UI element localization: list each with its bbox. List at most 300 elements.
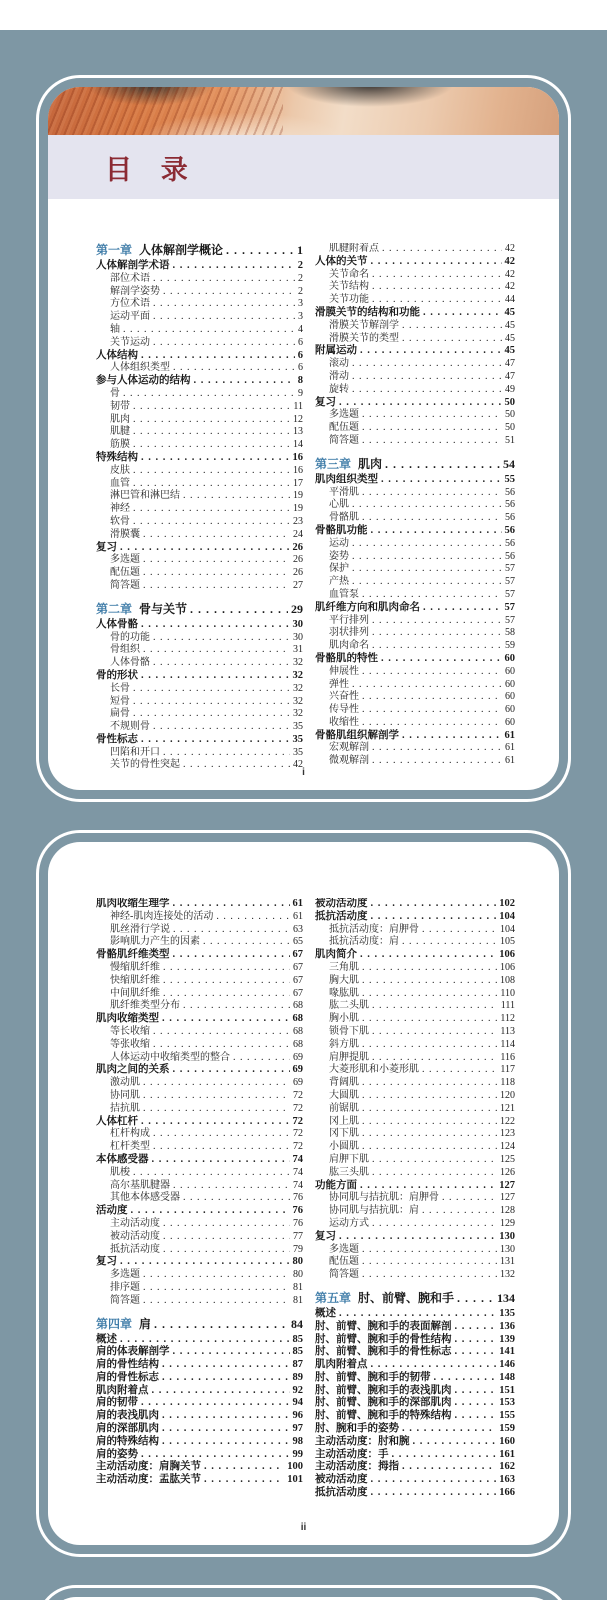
entry-label: 功能方面: [315, 1179, 357, 1191]
entry-page-number: 111: [500, 1000, 515, 1012]
entry-label: 肘、前臂、腕和手的表浅肌肉: [315, 1384, 452, 1396]
entry-page-number: 24: [293, 528, 303, 540]
entry-page-number: 126: [500, 1166, 515, 1178]
entry-page-number: 54: [503, 456, 515, 471]
entry-page-number: 19: [293, 503, 303, 515]
entry-label: 骨与关节: [139, 601, 188, 616]
dot-leader: [173, 362, 295, 375]
dot-leader: [204, 1474, 284, 1487]
dot-leader: [360, 1180, 496, 1193]
toc-chapter-entry: [315, 1291, 515, 1305]
entry-label: 骨骼肌功能: [315, 524, 368, 536]
entry-page-number: 120: [500, 1089, 515, 1101]
dot-leader: [382, 243, 502, 256]
entry-label: 抵抗活动度: [110, 1243, 160, 1255]
entry-label: 滚动: [329, 358, 349, 370]
entry-page-number: 56: [505, 537, 515, 549]
toc-entry: [315, 1192, 515, 1205]
entry-page-number: 60: [505, 716, 515, 728]
entry-label: 心肌: [329, 499, 349, 511]
entry-label: 运动平面: [110, 311, 150, 323]
entry-page-number: 129: [500, 1217, 515, 1229]
dot-leader: [455, 1385, 497, 1398]
dot-leader: [152, 1385, 290, 1398]
entry-page-number: 106: [499, 949, 515, 961]
toc-entry: [315, 1244, 515, 1257]
entry-label: 骨骼肌: [329, 512, 359, 524]
toc-entry: [315, 345, 515, 358]
entry-label: 产热: [329, 576, 349, 588]
toc-entry: [315, 281, 515, 294]
toc-entry: [315, 1154, 515, 1167]
entry-page-number: 56: [505, 550, 515, 562]
toc-entry: [315, 666, 515, 679]
toc-entry: [315, 307, 515, 320]
dot-leader: [352, 371, 502, 384]
toc-column-right: [315, 898, 515, 1500]
entry-page-number: 139: [499, 1333, 515, 1345]
entry-label: 抵抗活动度：肩胛骨: [329, 923, 419, 935]
entry-label: 肘、前臂、腕和手的韧带: [315, 1371, 431, 1383]
dot-leader: [141, 619, 290, 632]
dot-leader: [339, 397, 502, 410]
dot-leader: [123, 324, 295, 337]
entry-page-number: 3: [298, 298, 303, 310]
entry-label: 肘、前臂、腕和手的表面解剖: [315, 1320, 452, 1332]
dot-leader: [362, 962, 497, 975]
toc-entry: [96, 1397, 303, 1410]
dot-leader: [362, 1013, 497, 1026]
toc-entry: [315, 525, 515, 538]
toc-entry: [96, 734, 303, 747]
dot-leader: [133, 439, 290, 452]
entry-label: 中间肌纤维: [110, 987, 160, 999]
toc-entry: [315, 1385, 515, 1398]
entry-label: 部位术语: [110, 272, 150, 284]
entry-label: 肘、腕和手的姿势: [315, 1423, 399, 1435]
entry-label: 人体运动中收缩类型的整合: [110, 1051, 230, 1063]
dot-leader: [143, 567, 290, 580]
toc-entry: [96, 478, 303, 491]
entry-page-number: 1: [297, 243, 303, 257]
dot-leader: [183, 490, 290, 503]
entry-page-number: 32: [293, 708, 303, 720]
dot-leader: [371, 898, 497, 911]
page-number: ii: [300, 1522, 307, 1533]
toc-entry: [315, 1308, 515, 1321]
entry-label: 长骨: [110, 682, 130, 694]
dot-leader: [183, 1000, 290, 1013]
dot-leader: [163, 975, 290, 988]
dot-leader: [133, 503, 290, 516]
dot-leader: [173, 1180, 290, 1193]
toc-page-2: [48, 842, 559, 1545]
dot-leader: [362, 487, 502, 500]
toc-entry: [96, 1269, 303, 1282]
toc-entry: [96, 1103, 303, 1116]
entry-page-number: 105: [500, 936, 515, 948]
dot-leader: [120, 1256, 290, 1269]
toc-entry: [315, 1269, 515, 1282]
entry-label: 配伍题: [110, 567, 140, 579]
entry-label: 人体组织类型: [110, 362, 170, 374]
entry-page-number: 35: [293, 721, 303, 733]
entry-page-number: 60: [504, 652, 515, 664]
dot-leader: [143, 644, 290, 657]
entry-page-number: 3: [298, 311, 303, 323]
entry-label: 关节的骨性突起: [110, 759, 180, 771]
entry-page-number: 42: [505, 281, 515, 293]
entry-label: 肌梭: [110, 1166, 130, 1178]
entry-page-number: 114: [500, 1038, 515, 1050]
entry-page-number: 162: [499, 1461, 515, 1473]
entry-label: 小圆肌: [329, 1141, 359, 1153]
entry-page-number: 45: [505, 332, 515, 344]
toc-entry: [315, 422, 515, 435]
entry-label: 三角肌: [329, 961, 359, 973]
dot-leader: [173, 1064, 290, 1077]
dot-leader: [381, 653, 502, 666]
entry-page-number: 51: [505, 434, 515, 446]
entry-label: 主动活动度: [110, 1217, 160, 1229]
dot-leader: [362, 1128, 497, 1141]
entry-page-number: 68: [292, 1013, 303, 1025]
dot-leader: [143, 1077, 290, 1090]
entry-label: 喙肱肌: [329, 987, 359, 999]
entry-label: 滑动: [329, 370, 349, 382]
entry-label: 排序题: [110, 1281, 140, 1293]
dot-leader: [352, 538, 502, 551]
entry-page-number: 94: [292, 1397, 303, 1409]
entry-page-number: 6: [297, 349, 303, 361]
toc-entry: [315, 742, 515, 755]
entry-label: 关节运动: [110, 336, 150, 348]
entry-page-number: 130: [500, 1243, 515, 1255]
entry-page-number: 56: [504, 524, 515, 536]
dot-leader: [153, 1039, 290, 1052]
toc-entry: [96, 1154, 303, 1167]
toc-entry: [96, 708, 303, 721]
entry-page-number: 87: [292, 1359, 303, 1371]
entry-label: 肱二头肌: [329, 1000, 369, 1012]
dot-leader: [153, 273, 295, 286]
entry-page-number: 81: [293, 1281, 303, 1293]
entry-label: 肩的姿势: [96, 1448, 138, 1460]
entry-page-number: 132: [500, 1269, 515, 1281]
toc-entry: [96, 529, 303, 542]
dot-leader: [152, 1154, 290, 1167]
entry-label: 抵抗活动度: [315, 910, 368, 922]
entry-label: 解剖学姿势: [110, 285, 160, 297]
entry-page-number: 151: [499, 1384, 515, 1396]
dot-leader: [162, 1359, 290, 1372]
dot-leader: [352, 384, 502, 397]
entry-label: 微观解剖: [329, 755, 369, 767]
toc-entry: [315, 975, 515, 988]
entry-label: 姿势: [329, 550, 349, 562]
entry-label: 人体的关节: [315, 255, 368, 267]
dot-leader: [173, 949, 290, 962]
dot-leader: [372, 281, 502, 294]
dot-leader: [402, 936, 497, 949]
chapter-number: 第三章: [315, 456, 352, 471]
entry-label: 概述: [96, 1333, 117, 1345]
toc-entry: [96, 1192, 303, 1205]
dot-leader: [360, 345, 502, 358]
dot-leader: [423, 307, 502, 320]
dot-leader: [362, 717, 502, 730]
entry-label: 附属运动: [315, 345, 357, 357]
toc-entry: [315, 1128, 515, 1141]
toc-entry: [315, 1256, 515, 1269]
toc-entry: [315, 1103, 515, 1116]
entry-page-number: 106: [500, 961, 515, 973]
entry-label: 平行排列: [329, 614, 369, 626]
entry-label: 运动: [329, 537, 349, 549]
entry-page-number: 112: [500, 1013, 515, 1025]
toc-entry: [315, 589, 515, 602]
toc-entry: [315, 538, 515, 551]
dot-leader: [362, 704, 502, 717]
entry-label: 配伍题: [329, 1256, 359, 1268]
toc-entry: [315, 717, 515, 730]
dot-leader: [216, 911, 290, 924]
entry-page-number: 159: [499, 1423, 515, 1435]
entry-label: 肌肉: [358, 456, 383, 471]
entry-page-number: 80: [292, 1256, 303, 1268]
toc-entry: [315, 691, 515, 704]
dot-leader: [141, 1116, 290, 1129]
dot-leader: [131, 1205, 290, 1218]
entry-page-number: 69: [293, 1077, 303, 1089]
toc-entry: [315, 627, 515, 640]
toc-entry: [96, 1026, 303, 1039]
entry-label: 大圆肌: [329, 1089, 359, 1101]
toc-entry: [315, 1474, 515, 1487]
toc-entry: [315, 1090, 515, 1103]
entry-page-number: 146: [499, 1359, 515, 1371]
entry-page-number: 61: [505, 755, 515, 767]
dot-leader: [173, 924, 290, 937]
entry-label: 关节功能: [329, 294, 369, 306]
toc-entry: [315, 898, 515, 911]
dot-leader: [143, 554, 290, 567]
entry-label: 主动活动度：拇指: [315, 1461, 399, 1473]
entry-label: 淋巴管和淋巴结: [110, 490, 180, 502]
toc-entry: [315, 435, 515, 448]
entry-page-number: 121: [500, 1102, 515, 1114]
toc-entry: [96, 1116, 303, 1129]
toc-entry: [96, 644, 303, 657]
toc-entry: [96, 1372, 303, 1385]
toc-entry: [96, 503, 303, 516]
dot-leader: [434, 1372, 497, 1385]
entry-page-number: 85: [292, 1333, 303, 1345]
chapter-number: 第五章: [315, 1290, 352, 1305]
dot-leader: [154, 1317, 288, 1331]
toc-entry: [96, 924, 303, 937]
entry-label: 肘、前臂、腕和手的骨性结构: [315, 1333, 452, 1345]
entry-page-number: 57: [505, 576, 515, 588]
entry-page-number: 35: [292, 733, 303, 745]
toc-title-banner: [48, 135, 559, 199]
entry-label: 锁骨下肌: [329, 1025, 369, 1037]
dot-leader: [372, 742, 502, 755]
toc-entry: [96, 414, 303, 427]
entry-page-number: 160: [499, 1435, 515, 1447]
entry-page-number: 57: [505, 563, 515, 575]
entry-label: 杠杆类型: [110, 1141, 150, 1153]
entry-label: 骨组织: [110, 644, 140, 656]
entry-page-number: 68: [293, 1000, 303, 1012]
entry-label: 伸展性: [329, 665, 359, 677]
dot-leader: [143, 1103, 290, 1116]
entry-page-number: 68: [293, 1038, 303, 1050]
toc-column-left: [96, 243, 303, 772]
toc-entry: [96, 1128, 303, 1141]
entry-label: 背阔肌: [329, 1077, 359, 1089]
entry-label: 人体解剖学术语: [96, 260, 170, 271]
entry-label: 肘、前臂、腕和手的特殊结构: [315, 1410, 452, 1422]
toc-entry: [315, 1180, 515, 1193]
entry-label: 本体感受器: [96, 1153, 149, 1165]
toc-entry: [96, 1077, 303, 1090]
entry-page-number: 123: [500, 1128, 515, 1140]
dot-leader: [362, 1077, 497, 1090]
dot-leader: [153, 298, 295, 311]
entry-page-number: 6: [298, 336, 303, 348]
entry-page-number: 69: [293, 1051, 303, 1063]
dot-leader: [133, 478, 290, 491]
dot-leader: [402, 1461, 496, 1474]
entry-label: 人体骨骼: [110, 657, 150, 669]
entry-label: 保护: [329, 563, 349, 575]
entry-page-number: 74: [292, 1153, 303, 1165]
toc-entry: [96, 337, 303, 350]
entry-label: 神经: [110, 503, 130, 515]
entry-page-number: 9: [298, 387, 303, 399]
dot-leader: [233, 1052, 290, 1065]
toc-entry: [315, 1461, 515, 1474]
entry-page-number: 42: [505, 243, 515, 254]
toc-entry: [96, 490, 303, 503]
entry-label: 概述: [315, 1307, 336, 1319]
dot-leader: [362, 512, 502, 525]
toc-entry: [315, 294, 515, 307]
toc-entry: [96, 1052, 303, 1065]
entry-page-number: 2: [298, 272, 303, 284]
toc-entry: [315, 1334, 515, 1347]
entry-page-number: 72: [292, 1115, 303, 1127]
dot-leader: [360, 949, 496, 962]
toc-entry: [96, 670, 303, 683]
dot-leader: [141, 350, 295, 363]
toc-entry: [315, 602, 515, 615]
toc-entry: [96, 426, 303, 439]
entry-label: 人体结构: [96, 349, 138, 361]
toc-entry: [96, 1461, 303, 1474]
dot-leader: [362, 1256, 497, 1269]
entry-page-number: 161: [499, 1448, 515, 1460]
dot-leader: [153, 657, 290, 670]
entry-label: 肌纤维类型分布: [110, 1000, 180, 1012]
dot-leader: [153, 337, 295, 350]
toc-entry: [315, 1436, 515, 1449]
toc-entry: [96, 1359, 303, 1372]
toc-entry: [96, 1282, 303, 1295]
entry-label: 主动活动度：盂肱关节: [96, 1474, 201, 1486]
dot-leader: [372, 1026, 497, 1039]
dot-leader: [455, 1321, 497, 1334]
toc-entry: [96, 439, 303, 452]
entry-label: 拮抗肌: [110, 1102, 140, 1114]
entry-page-number: 47: [505, 358, 515, 370]
entry-label: 肌丝滑行学说: [110, 923, 170, 935]
entry-page-number: 127: [500, 1192, 515, 1204]
dot-leader: [153, 311, 295, 324]
entry-label: 肩: [139, 1316, 152, 1331]
toc-entry: [315, 679, 515, 692]
toc-page-1: [48, 87, 559, 790]
toc-entry: [96, 1167, 303, 1180]
entry-label: 肩的特殊结构: [96, 1435, 159, 1447]
entry-page-number: 155: [499, 1410, 515, 1422]
entry-page-number: 26: [292, 541, 303, 553]
entry-page-number: 76: [293, 1217, 303, 1229]
entry-label: 滑膜囊: [110, 528, 140, 540]
entry-page-number: 31: [293, 644, 303, 656]
dot-leader: [371, 1474, 497, 1487]
toc-entry: [96, 747, 303, 760]
entry-page-number: 85: [292, 1346, 303, 1358]
toc-entry: [96, 260, 303, 273]
toc-entry: [96, 273, 303, 286]
toc-entry: [96, 1334, 303, 1347]
entry-page-number: 67: [292, 949, 303, 961]
dot-leader: [141, 670, 290, 683]
entry-page-number: 118: [500, 1077, 515, 1089]
entry-label: 骨骼肌纤维类型: [96, 949, 170, 961]
entry-page-number: 45: [504, 306, 515, 318]
entry-label: 肌肉简介: [315, 949, 357, 961]
entry-page-number: 124: [500, 1141, 515, 1153]
entry-page-number: 92: [292, 1384, 303, 1396]
dot-leader: [371, 525, 502, 538]
dot-leader: [372, 1167, 497, 1180]
dot-leader: [143, 1269, 290, 1282]
toc-entry: [315, 1449, 515, 1462]
dot-leader: [372, 1218, 497, 1231]
entry-page-number: 23: [293, 515, 303, 527]
entry-label: 不规则骨: [110, 721, 150, 733]
dot-leader: [422, 1205, 497, 1218]
dot-leader: [339, 1231, 496, 1244]
toc-entry: [315, 911, 515, 924]
entry-label: 斜方肌: [329, 1038, 359, 1050]
entry-page-number: 42: [504, 255, 515, 267]
entry-page-number: 69: [292, 1064, 303, 1076]
dot-leader: [455, 1397, 497, 1410]
toc-entry: [315, 1013, 515, 1026]
dot-leader: [352, 551, 502, 564]
entry-label: 平滑肌: [329, 486, 359, 498]
entry-label: 扁骨: [110, 708, 130, 720]
toc-entry: [96, 401, 303, 414]
toc-entry: [96, 1474, 303, 1487]
entry-page-number: 166: [499, 1487, 515, 1499]
toc-entry: [315, 333, 515, 346]
dot-leader: [422, 1064, 497, 1077]
